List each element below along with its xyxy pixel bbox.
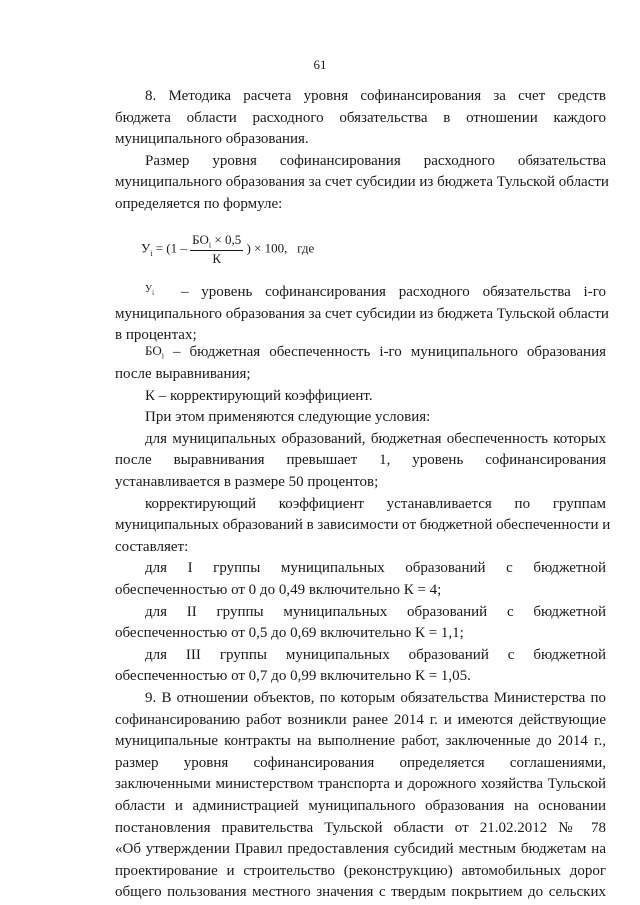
text-line: обеспеченностью от 0,7 до 0,99 включительно К = 1,05. bbox=[115, 668, 471, 684]
text-line: после выравнивания; bbox=[115, 366, 251, 382]
formula-tail: ) × 100, bbox=[246, 240, 288, 256]
text-line: обеспеченностью от 0 до 0,49 включительно К = 4; bbox=[115, 582, 442, 598]
text-line: муниципального образования за счет субсидии из бюджета Тульской области bbox=[115, 174, 609, 190]
text-line: «Об утверждении Правил предоставления субсидий местным бюджетам на bbox=[115, 841, 606, 857]
formula-where: где bbox=[297, 240, 315, 256]
formula-lhs: У bbox=[141, 240, 151, 256]
text-line: При этом применяются следующие условия: bbox=[145, 409, 431, 425]
text-line: Размер уровня софинансирования расходного обязательства bbox=[145, 153, 606, 169]
text-line: – уровень софинансирования расходного обязательства i-го bbox=[181, 284, 606, 300]
text-line: для I группы муниципальных образований с бюджетной bbox=[145, 560, 606, 576]
text-line: устанавливается в размере 50 процентов; bbox=[115, 474, 379, 490]
text-line: заключенными министерством транспорта и дорожного хозяйства Тульской bbox=[115, 776, 606, 792]
text-line: определяется по формуле: bbox=[115, 196, 283, 212]
text-line: в процентах; bbox=[115, 327, 197, 343]
text-line: для III группы муниципальных образований с бюджетной bbox=[145, 647, 606, 663]
text-line: проектирование и строительство (реконструкцию) автомобильных дорог bbox=[115, 863, 606, 879]
text-line: муниципального образования. bbox=[115, 131, 309, 147]
formula-lhs-sub: i bbox=[150, 248, 153, 258]
symbol-y-i: $У_i$ bbox=[145, 284, 155, 297]
text-line: составляет: bbox=[115, 539, 189, 555]
formula-denominator: К bbox=[212, 250, 221, 266]
text-line: после выравнивания превышает 1, уровень софинансирования bbox=[115, 452, 606, 468]
symbol-bo-text: БО bbox=[145, 343, 162, 358]
text-line: постановления правительства Тульской области от 21.02.2012 № 78 bbox=[115, 820, 606, 836]
text-line: области и администрацией муниципального образования на основании bbox=[115, 798, 606, 814]
text-line: для II группы муниципальных образований с бюджетной bbox=[145, 604, 606, 620]
text-line: муниципальных образований в зависимости от бюджетной обеспеченности и bbox=[115, 517, 611, 533]
text-line: муниципальные контракты на выполнение работ, заключенные до 2014 г., bbox=[115, 733, 606, 749]
text-line: для муниципальных образований, бюджетная обеспеченность которых bbox=[145, 431, 606, 447]
formula-numerator-sub: i bbox=[208, 240, 212, 250]
text-line: корректирующий коэффициент устанавливается по группам bbox=[145, 496, 606, 512]
text-line: 9. В отношении объектов, по которым обязательства Министерства по bbox=[145, 690, 606, 706]
text-line: К – корректирующий коэффициент. bbox=[145, 388, 373, 404]
text-line: обеспеченностью от 0,5 до 0,69 включительно К = 1,1; bbox=[115, 625, 464, 641]
text-line: размер уровня софинансирования определяется соглашениями, bbox=[115, 755, 606, 771]
text-line: софинансированию работ возникли ранее 2014 г. и имеются действующие bbox=[115, 712, 606, 728]
formula-numerator bbox=[190, 232, 243, 251]
formula-numerator-tail: × 0,5 bbox=[211, 232, 242, 247]
formula-numerator-text: БО bbox=[192, 232, 209, 247]
text-line: муниципального образования за счет субсидии из бюджета Тульской области bbox=[115, 306, 609, 322]
text-line: общего пользования местного значения с твердым покрытием до сельских bbox=[115, 884, 606, 900]
formula bbox=[141, 232, 314, 267]
formula-fraction bbox=[190, 232, 243, 267]
text-line: бюджета области расходного обязательства в отношении каждого bbox=[115, 110, 606, 126]
symbol-y-text: У bbox=[145, 284, 153, 295]
text-line: 8. Методика расчета уровня софинансирования за счет средств bbox=[145, 88, 606, 104]
text-line: – бюджетная обеспеченность i-го муниципального образования bbox=[173, 344, 606, 360]
symbol-bo-i: $БО_i$ bbox=[145, 343, 164, 361]
page-number: 61 bbox=[313, 57, 327, 72]
formula-eq-open: = (1 – bbox=[155, 240, 187, 256]
